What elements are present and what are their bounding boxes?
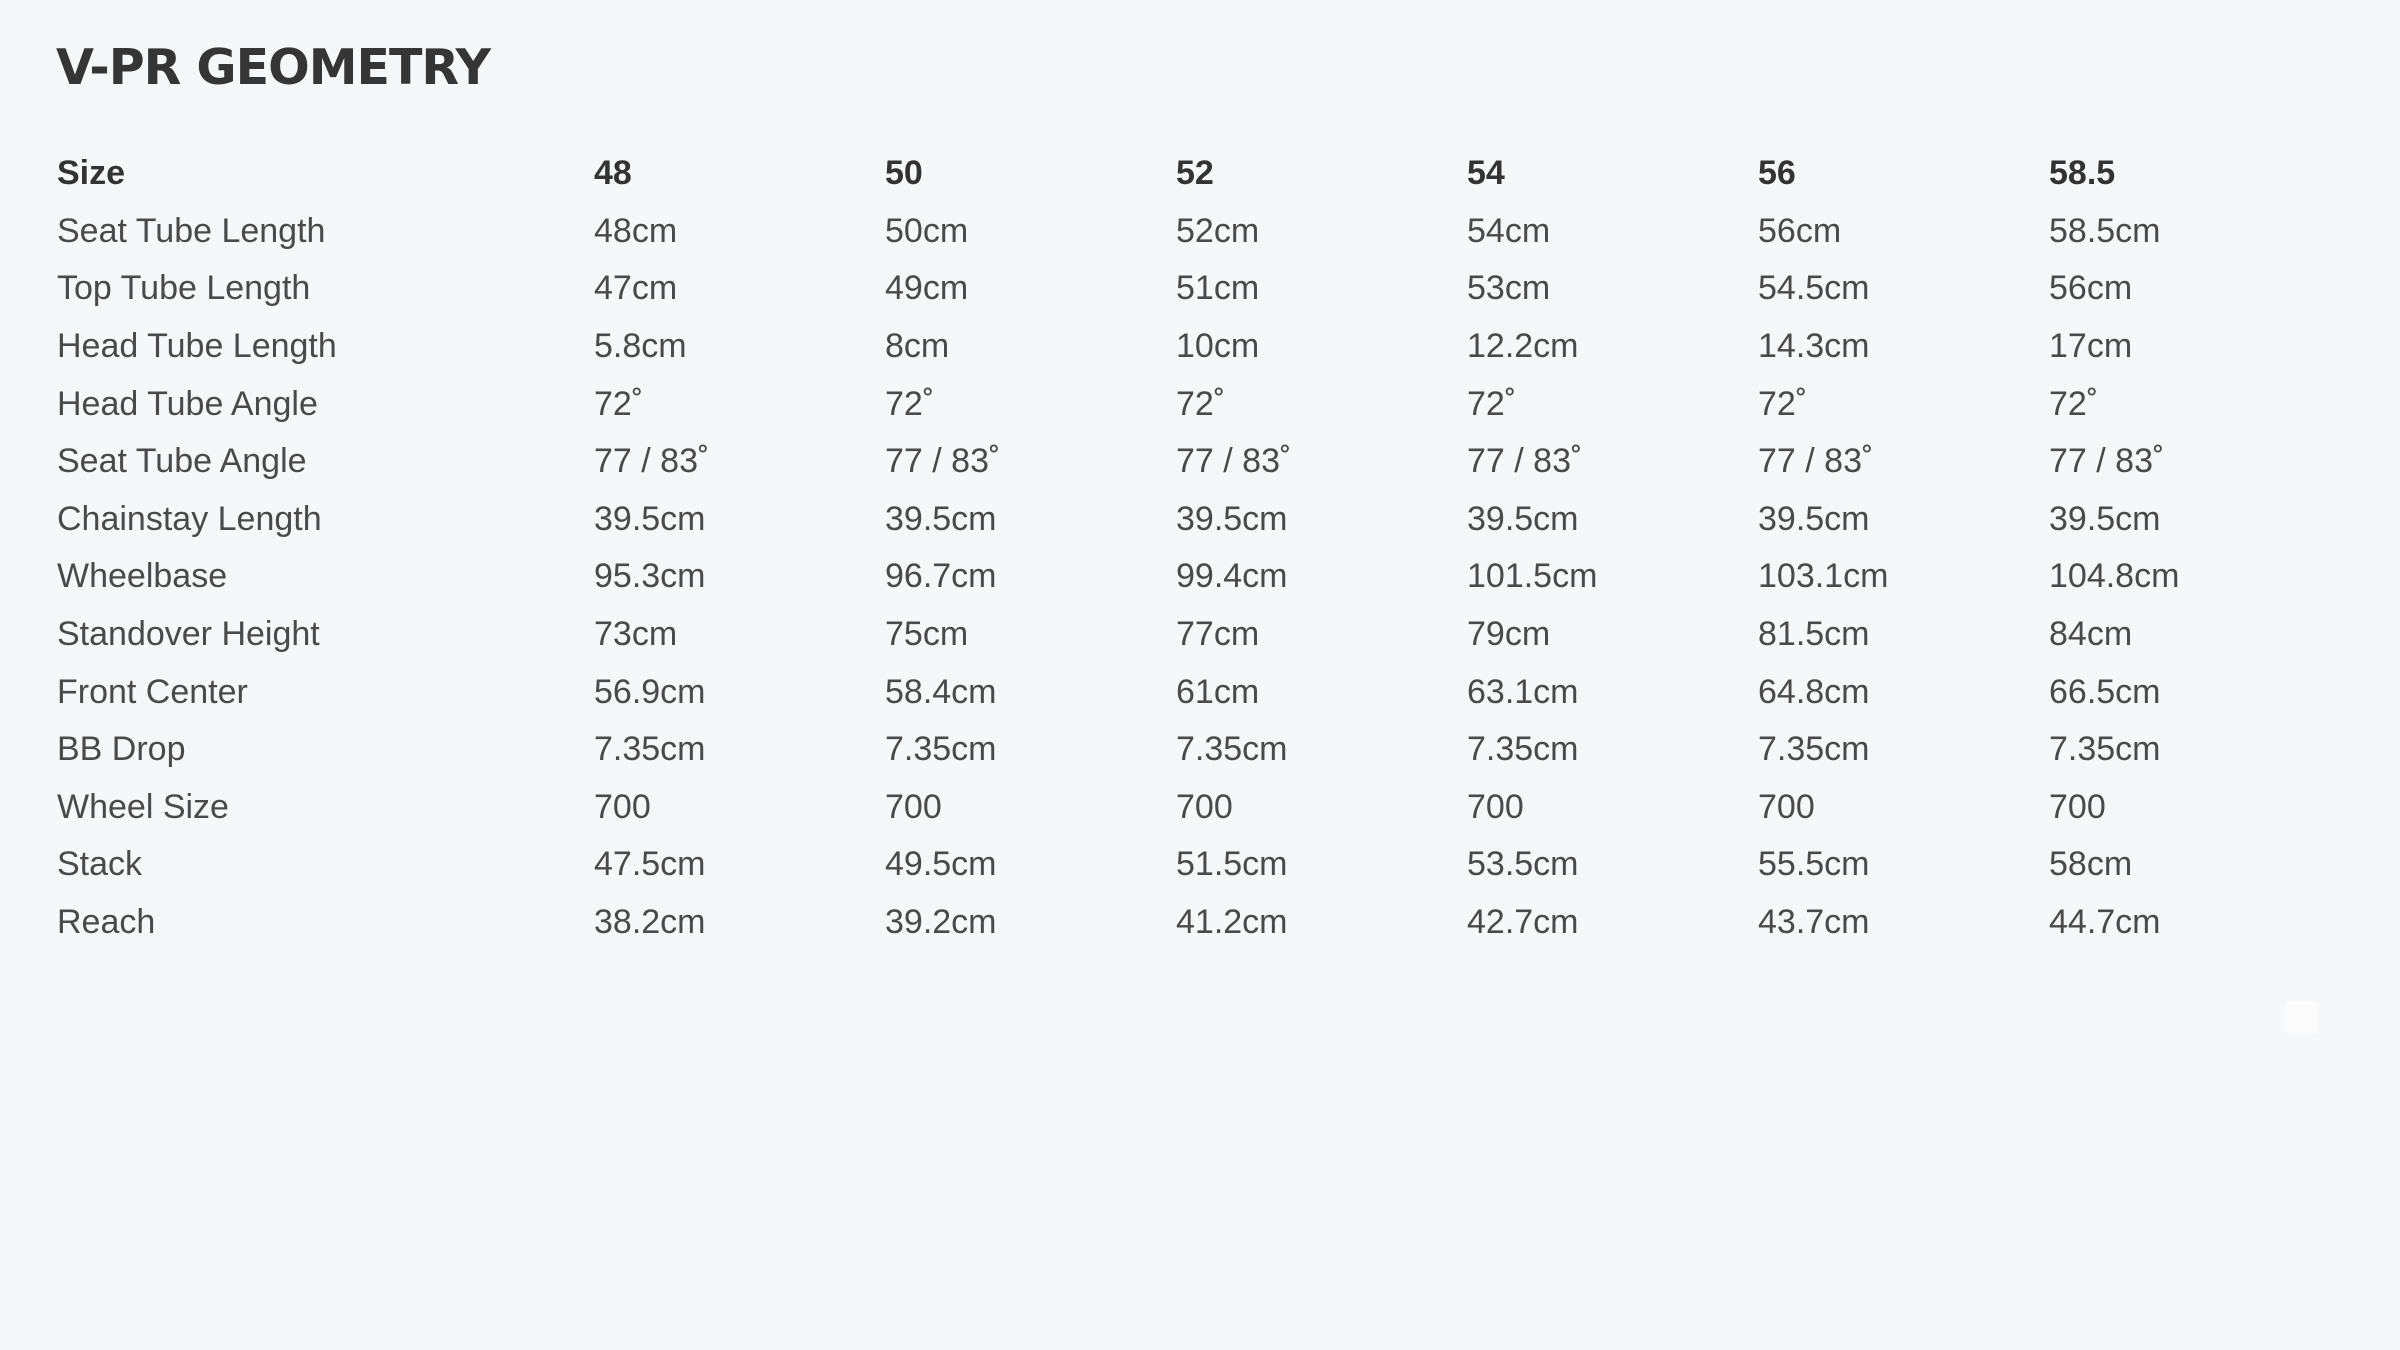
row-label: Standover Height bbox=[57, 615, 320, 654]
table-cell: 49cm bbox=[885, 269, 969, 308]
table-cell: 79cm bbox=[1467, 615, 1551, 654]
table-cell: 56cm bbox=[2049, 269, 2133, 308]
table-cell: 55.5cm bbox=[1758, 845, 1870, 884]
header-cell-48: 48 bbox=[594, 154, 632, 193]
table-cell: 77 / 83˚ bbox=[1758, 442, 1874, 481]
table-row bbox=[57, 779, 2340, 837]
table-cell: 39.5cm bbox=[885, 499, 997, 538]
table-cell: 47.5cm bbox=[594, 845, 706, 884]
table-cell: 54cm bbox=[1467, 211, 1551, 250]
header-cell-52: 52 bbox=[1176, 154, 1214, 193]
table-cell: 63.1cm bbox=[1467, 672, 1579, 711]
table-cell: 39.5cm bbox=[1467, 499, 1579, 538]
table-cell: 72˚ bbox=[1467, 384, 1517, 423]
table-cell: 84cm bbox=[2049, 615, 2133, 654]
table-cell: 49.5cm bbox=[885, 845, 997, 884]
row-label: Front Center bbox=[57, 672, 248, 711]
table-cell: 700 bbox=[594, 787, 651, 826]
table-cell: 700 bbox=[885, 787, 942, 826]
table-cell: 7.35cm bbox=[1758, 730, 1870, 769]
table-cell: 54.5cm bbox=[1758, 269, 1870, 308]
table-row bbox=[57, 606, 2340, 664]
row-label: Seat Tube Length bbox=[57, 211, 326, 250]
table-cell: 41.2cm bbox=[1176, 903, 1288, 942]
row-label: BB Drop bbox=[57, 730, 186, 769]
table-row bbox=[57, 318, 2340, 376]
header-cell-56: 56 bbox=[1758, 154, 1796, 193]
table-cell: 77 / 83˚ bbox=[1467, 442, 1583, 481]
table-cell: 77 / 83˚ bbox=[2049, 442, 2165, 481]
table-cell: 7.35cm bbox=[1467, 730, 1579, 769]
table-cell: 39.5cm bbox=[2049, 499, 2161, 538]
table-cell: 99.4cm bbox=[1176, 557, 1288, 596]
row-label: Wheelbase bbox=[57, 557, 228, 596]
table-cell: 73cm bbox=[594, 615, 678, 654]
table-cell: 700 bbox=[1176, 787, 1233, 826]
table-cell: 7.35cm bbox=[2049, 730, 2161, 769]
table-cell: 14.3cm bbox=[1758, 327, 1870, 366]
table-cell: 50cm bbox=[885, 211, 969, 250]
table-row bbox=[57, 836, 2340, 894]
table-cell: 700 bbox=[2049, 787, 2106, 826]
table-row bbox=[57, 894, 2340, 952]
row-label: Stack bbox=[57, 845, 143, 884]
table-cell: 95.3cm bbox=[594, 557, 706, 596]
table-cell: 66.5cm bbox=[2049, 672, 2161, 711]
table-cell: 7.35cm bbox=[1176, 730, 1288, 769]
table-cell: 7.35cm bbox=[885, 730, 997, 769]
table-cell: 77 / 83˚ bbox=[1176, 442, 1292, 481]
table-cell: 51cm bbox=[1176, 269, 1260, 308]
table-cell: 53.5cm bbox=[1467, 845, 1579, 884]
table-cell: 103.1cm bbox=[1758, 557, 1889, 596]
table-cell: 75cm bbox=[885, 615, 969, 654]
header-cell-50: 50 bbox=[885, 154, 923, 193]
table-row bbox=[57, 663, 2340, 721]
corner-placeholder-box bbox=[2285, 1001, 2318, 1034]
table-row bbox=[57, 260, 2340, 318]
table-cell: 39.5cm bbox=[1758, 499, 1870, 538]
table-cell: 72˚ bbox=[1176, 384, 1226, 423]
table-cell: 38.2cm bbox=[594, 903, 706, 942]
table-row bbox=[57, 203, 2340, 261]
row-label: Top Tube Length bbox=[57, 269, 311, 308]
table-row bbox=[57, 721, 2340, 779]
table-cell: 17cm bbox=[2049, 327, 2133, 366]
table-cell: 72˚ bbox=[885, 384, 935, 423]
table-cell: 77 / 83˚ bbox=[594, 442, 710, 481]
row-label: Reach bbox=[57, 903, 156, 942]
table-cell: 39.5cm bbox=[594, 499, 706, 538]
page-title: V-PR GEOMETRY bbox=[56, 39, 490, 96]
table-cell: 64.8cm bbox=[1758, 672, 1870, 711]
table-cell: 5.8cm bbox=[594, 327, 687, 366]
table-row bbox=[57, 433, 2340, 491]
table-cell: 42.7cm bbox=[1467, 903, 1579, 942]
table-cell: 56.9cm bbox=[594, 672, 706, 711]
table-cell: 72˚ bbox=[594, 384, 644, 423]
table-cell: 58.5cm bbox=[2049, 211, 2161, 250]
table-cell: 81.5cm bbox=[1758, 615, 1870, 654]
table-cell: 77 / 83˚ bbox=[885, 442, 1001, 481]
table-cell: 700 bbox=[1467, 787, 1524, 826]
header-cell-58-5: 58.5 bbox=[2049, 154, 2116, 193]
table-cell: 61cm bbox=[1176, 672, 1260, 711]
row-label: Chainstay Length bbox=[57, 499, 322, 538]
table-cell: 58.4cm bbox=[885, 672, 997, 711]
row-label: Seat Tube Angle bbox=[57, 442, 307, 481]
table-cell: 39.2cm bbox=[885, 903, 997, 942]
row-label: Head Tube Angle bbox=[57, 384, 318, 423]
table-row bbox=[57, 548, 2340, 606]
table-cell: 72˚ bbox=[1758, 384, 1808, 423]
table-row bbox=[57, 491, 2340, 549]
table-cell: 104.8cm bbox=[2049, 557, 2180, 596]
table-cell: 43.7cm bbox=[1758, 903, 1870, 942]
table-cell: 101.5cm bbox=[1467, 557, 1598, 596]
table-header-row bbox=[57, 145, 2340, 203]
row-label: Head Tube Length bbox=[57, 327, 337, 366]
table-cell: 56cm bbox=[1758, 211, 1842, 250]
header-cell-54: 54 bbox=[1467, 154, 1505, 193]
table-row bbox=[57, 375, 2340, 433]
table-cell: 47cm bbox=[594, 269, 678, 308]
table-cell: 700 bbox=[1758, 787, 1815, 826]
geometry-table bbox=[57, 145, 2340, 951]
table-cell: 48cm bbox=[594, 211, 678, 250]
table-cell: 77cm bbox=[1176, 615, 1260, 654]
table-cell: 53cm bbox=[1467, 269, 1551, 308]
table-cell: 52cm bbox=[1176, 211, 1260, 250]
table-cell: 44.7cm bbox=[2049, 903, 2161, 942]
table-cell: 51.5cm bbox=[1176, 845, 1288, 884]
table-cell: 39.5cm bbox=[1176, 499, 1288, 538]
row-label: Wheel Size bbox=[57, 787, 229, 826]
table-cell: 8cm bbox=[885, 327, 950, 366]
table-cell: 72˚ bbox=[2049, 384, 2099, 423]
table-cell: 96.7cm bbox=[885, 557, 997, 596]
table-cell: 12.2cm bbox=[1467, 327, 1579, 366]
table-cell: 58cm bbox=[2049, 845, 2133, 884]
table-cell: 7.35cm bbox=[594, 730, 706, 769]
header-cell-size: Size bbox=[57, 154, 126, 193]
table-cell: 10cm bbox=[1176, 327, 1260, 366]
